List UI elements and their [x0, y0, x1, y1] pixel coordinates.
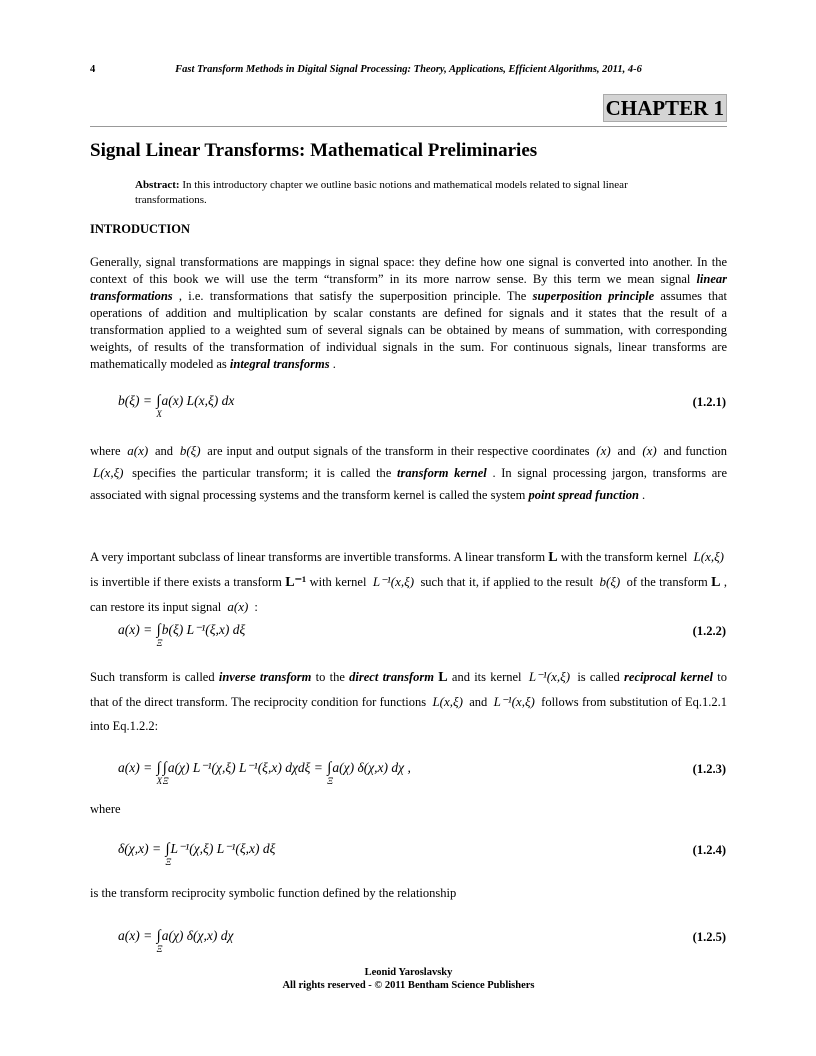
text-run: is invertible if there exists a transform: [90, 575, 286, 589]
operator-symbol: L: [548, 550, 558, 565]
text-run: and its kernel: [447, 670, 526, 684]
inline-math: L⁻¹(x,ξ): [372, 574, 415, 589]
paragraph: [90, 545, 727, 619]
abstract-text: In this introductory chapter we outline basic notions and mathematical models related to signal linear transformations.: [135, 179, 628, 206]
equation-term: a(x) L(x,ξ) dx: [161, 393, 235, 408]
inline-math: a(x): [127, 443, 149, 458]
text-run: of the transform: [623, 575, 712, 589]
inline-math: (x): [596, 443, 611, 458]
emphasized-term: direct transform: [349, 670, 434, 684]
text-run: where: [90, 802, 121, 816]
text-run: .: [329, 357, 336, 371]
equation-term: b(ξ) =: [118, 393, 156, 408]
integration-domain: Ξ: [165, 857, 172, 867]
equation-number: (1.2.3): [692, 762, 726, 776]
integration-domain: Ξ: [327, 776, 334, 786]
running-title: Fast Transform Methods in Digital Signal Processing: Theory, Applications, Efficient Algorithms, 2011, 4-6: [175, 64, 642, 75]
text-run: is the transform reciprocity symbolic function defined by the relationship: [90, 886, 457, 900]
text-run: to the: [311, 670, 350, 684]
equation: [118, 928, 234, 954]
text-run: and function: [659, 444, 727, 458]
text-run: such that it, if applied to the result: [417, 575, 597, 589]
text-run: follows from substitution of Eq.1.2.1 into Eq.1.2.2:: [90, 695, 727, 733]
equation-term: a(x) =: [118, 760, 156, 775]
text-run: and: [613, 444, 640, 458]
operator-symbol: L: [711, 575, 721, 590]
text-run: and: [465, 695, 491, 709]
inline-math: L(x,ξ): [93, 465, 124, 480]
text-run: to that of the direct transform. The reciprocity condition for functions: [90, 670, 728, 709]
text-run: .: [638, 488, 646, 502]
inline-math: L(x,ξ): [432, 694, 463, 709]
text-run: and: [151, 444, 177, 458]
emphasized-term: transform kernel: [397, 466, 487, 480]
page-number: 4: [90, 64, 96, 75]
text-run: with the transform kernel: [557, 550, 691, 564]
operator-symbol: L⁻¹: [285, 575, 307, 590]
chapter-label: CHAPTER 1: [603, 94, 727, 122]
equation-term: L⁻¹(χ,ξ) L⁻¹(ξ,x) dξ: [170, 841, 276, 856]
inline-math: b(ξ): [179, 443, 201, 458]
running-header: [90, 64, 727, 75]
paragraph: [90, 665, 727, 738]
integral-sign: ∫ X: [156, 393, 162, 419]
text-run: are input and output signals of the transform in their respective coordinates: [203, 444, 594, 458]
equation-term: a(χ) δ(χ,x) dχ ,: [332, 760, 411, 775]
equation-term: a(x) =: [118, 928, 156, 943]
text-run: assumes that operations of addition and multiplication by scalar constants are defined for signals and it states that the result of a transformation applied to a weighted sum of several signals can be obtained by means of summation, with corresponding weights, of results of the transformation of individual signals in the sum. For continuous signals, linear transforms are mathematically modeled as: [90, 289, 727, 371]
inline-math: L⁻¹(x,ξ): [528, 669, 571, 684]
paragraph: [90, 440, 727, 506]
operator-symbol: L: [438, 670, 448, 685]
equation-number: (1.2.1): [692, 395, 726, 409]
integral-sign: ∫ Ξ: [165, 841, 172, 867]
text-run: specifies the particular transform; it is called the: [126, 466, 398, 480]
equation-number: (1.2.5): [692, 930, 726, 944]
equation-term: a(χ) L⁻¹(χ,ξ) L⁻¹(ξ,x) dχdξ =: [167, 760, 327, 775]
emphasized-term: integral transforms: [229, 357, 330, 371]
inline-math: (x): [642, 443, 657, 458]
emphasized-term: reciprocal kernel: [624, 670, 714, 684]
page-title: Signal Linear Transforms: Mathematical Preliminaries: [90, 140, 538, 161]
equation-term: b(ξ) L⁻¹(ξ,x) dξ: [161, 622, 246, 637]
text-run: , i.e. transformations that satisfy the superposition principle. The: [172, 289, 533, 303]
abstract-label: Abstract:: [135, 179, 180, 191]
paragraph: [90, 802, 727, 817]
equation-number: (1.2.4): [692, 843, 726, 857]
equation-term: δ(χ,x) =: [118, 841, 165, 856]
equation: [118, 622, 246, 648]
integral-sign: ∫ Ξ: [327, 760, 334, 786]
inline-math: a(x): [227, 599, 249, 614]
text-run: , can restore its input signal: [90, 575, 727, 614]
inline-math: L⁻¹(x,ξ): [493, 694, 535, 709]
integral-sign: ∫ X: [156, 760, 163, 786]
text-run: with kernel: [306, 575, 370, 589]
page-footer: [90, 966, 727, 992]
text-run: Generally, signal transformations are mappings in signal space: they define how one signal is converted into another. In the context of this book we will use the term “transform” in its more narrow sense. By this term we mean signal: [90, 255, 727, 286]
emphasized-term: inverse transform: [218, 670, 312, 684]
section-heading: INTRODUCTION: [90, 222, 191, 236]
integral-sign: ∫ Ξ: [156, 928, 163, 954]
text-run: Such transform is called: [90, 670, 219, 684]
text-run: . In signal processing jargon, transforms are associated with signal processing systems and the transform kernel is called the system: [90, 466, 727, 502]
paragraph: [90, 886, 727, 901]
equation-term: a(χ) δ(χ,x) dχ: [161, 928, 234, 943]
equation: [118, 760, 411, 786]
inline-math: L(x,ξ): [693, 549, 724, 564]
emphasized-term: linear transformations: [90, 272, 727, 303]
text-run: where: [90, 444, 125, 458]
emphasized-term: superposition principle: [532, 289, 655, 303]
equation-number: (1.2.2): [692, 624, 726, 638]
text-run: A very important subclass of linear transforms are invertible transforms. A linear transform: [90, 550, 549, 564]
emphasized-term: point spread function: [528, 488, 639, 502]
abstract: [135, 178, 695, 208]
integral-sign: ∫ Ξ: [156, 622, 163, 648]
text-run: is called: [573, 670, 625, 684]
integration-domain: X: [156, 776, 163, 786]
equation: [118, 393, 235, 419]
integration-domain: X: [156, 409, 162, 419]
integration-domain: Ξ: [156, 638, 163, 648]
divider: [90, 126, 727, 127]
inline-math: b(ξ): [599, 574, 621, 589]
footer-author: Leonid Yaroslavsky: [364, 967, 453, 978]
footer-rights: All rights reserved - © 2011 Bentham Science Publishers: [282, 980, 535, 991]
equation-term: a(x) =: [118, 622, 156, 637]
text-run: :: [251, 600, 258, 614]
integral-sign: ∫ Ξ: [162, 760, 169, 786]
integration-domain: Ξ: [156, 944, 163, 954]
paragraph: [90, 254, 727, 373]
integration-domain: Ξ: [162, 776, 169, 786]
equation: [118, 841, 276, 867]
